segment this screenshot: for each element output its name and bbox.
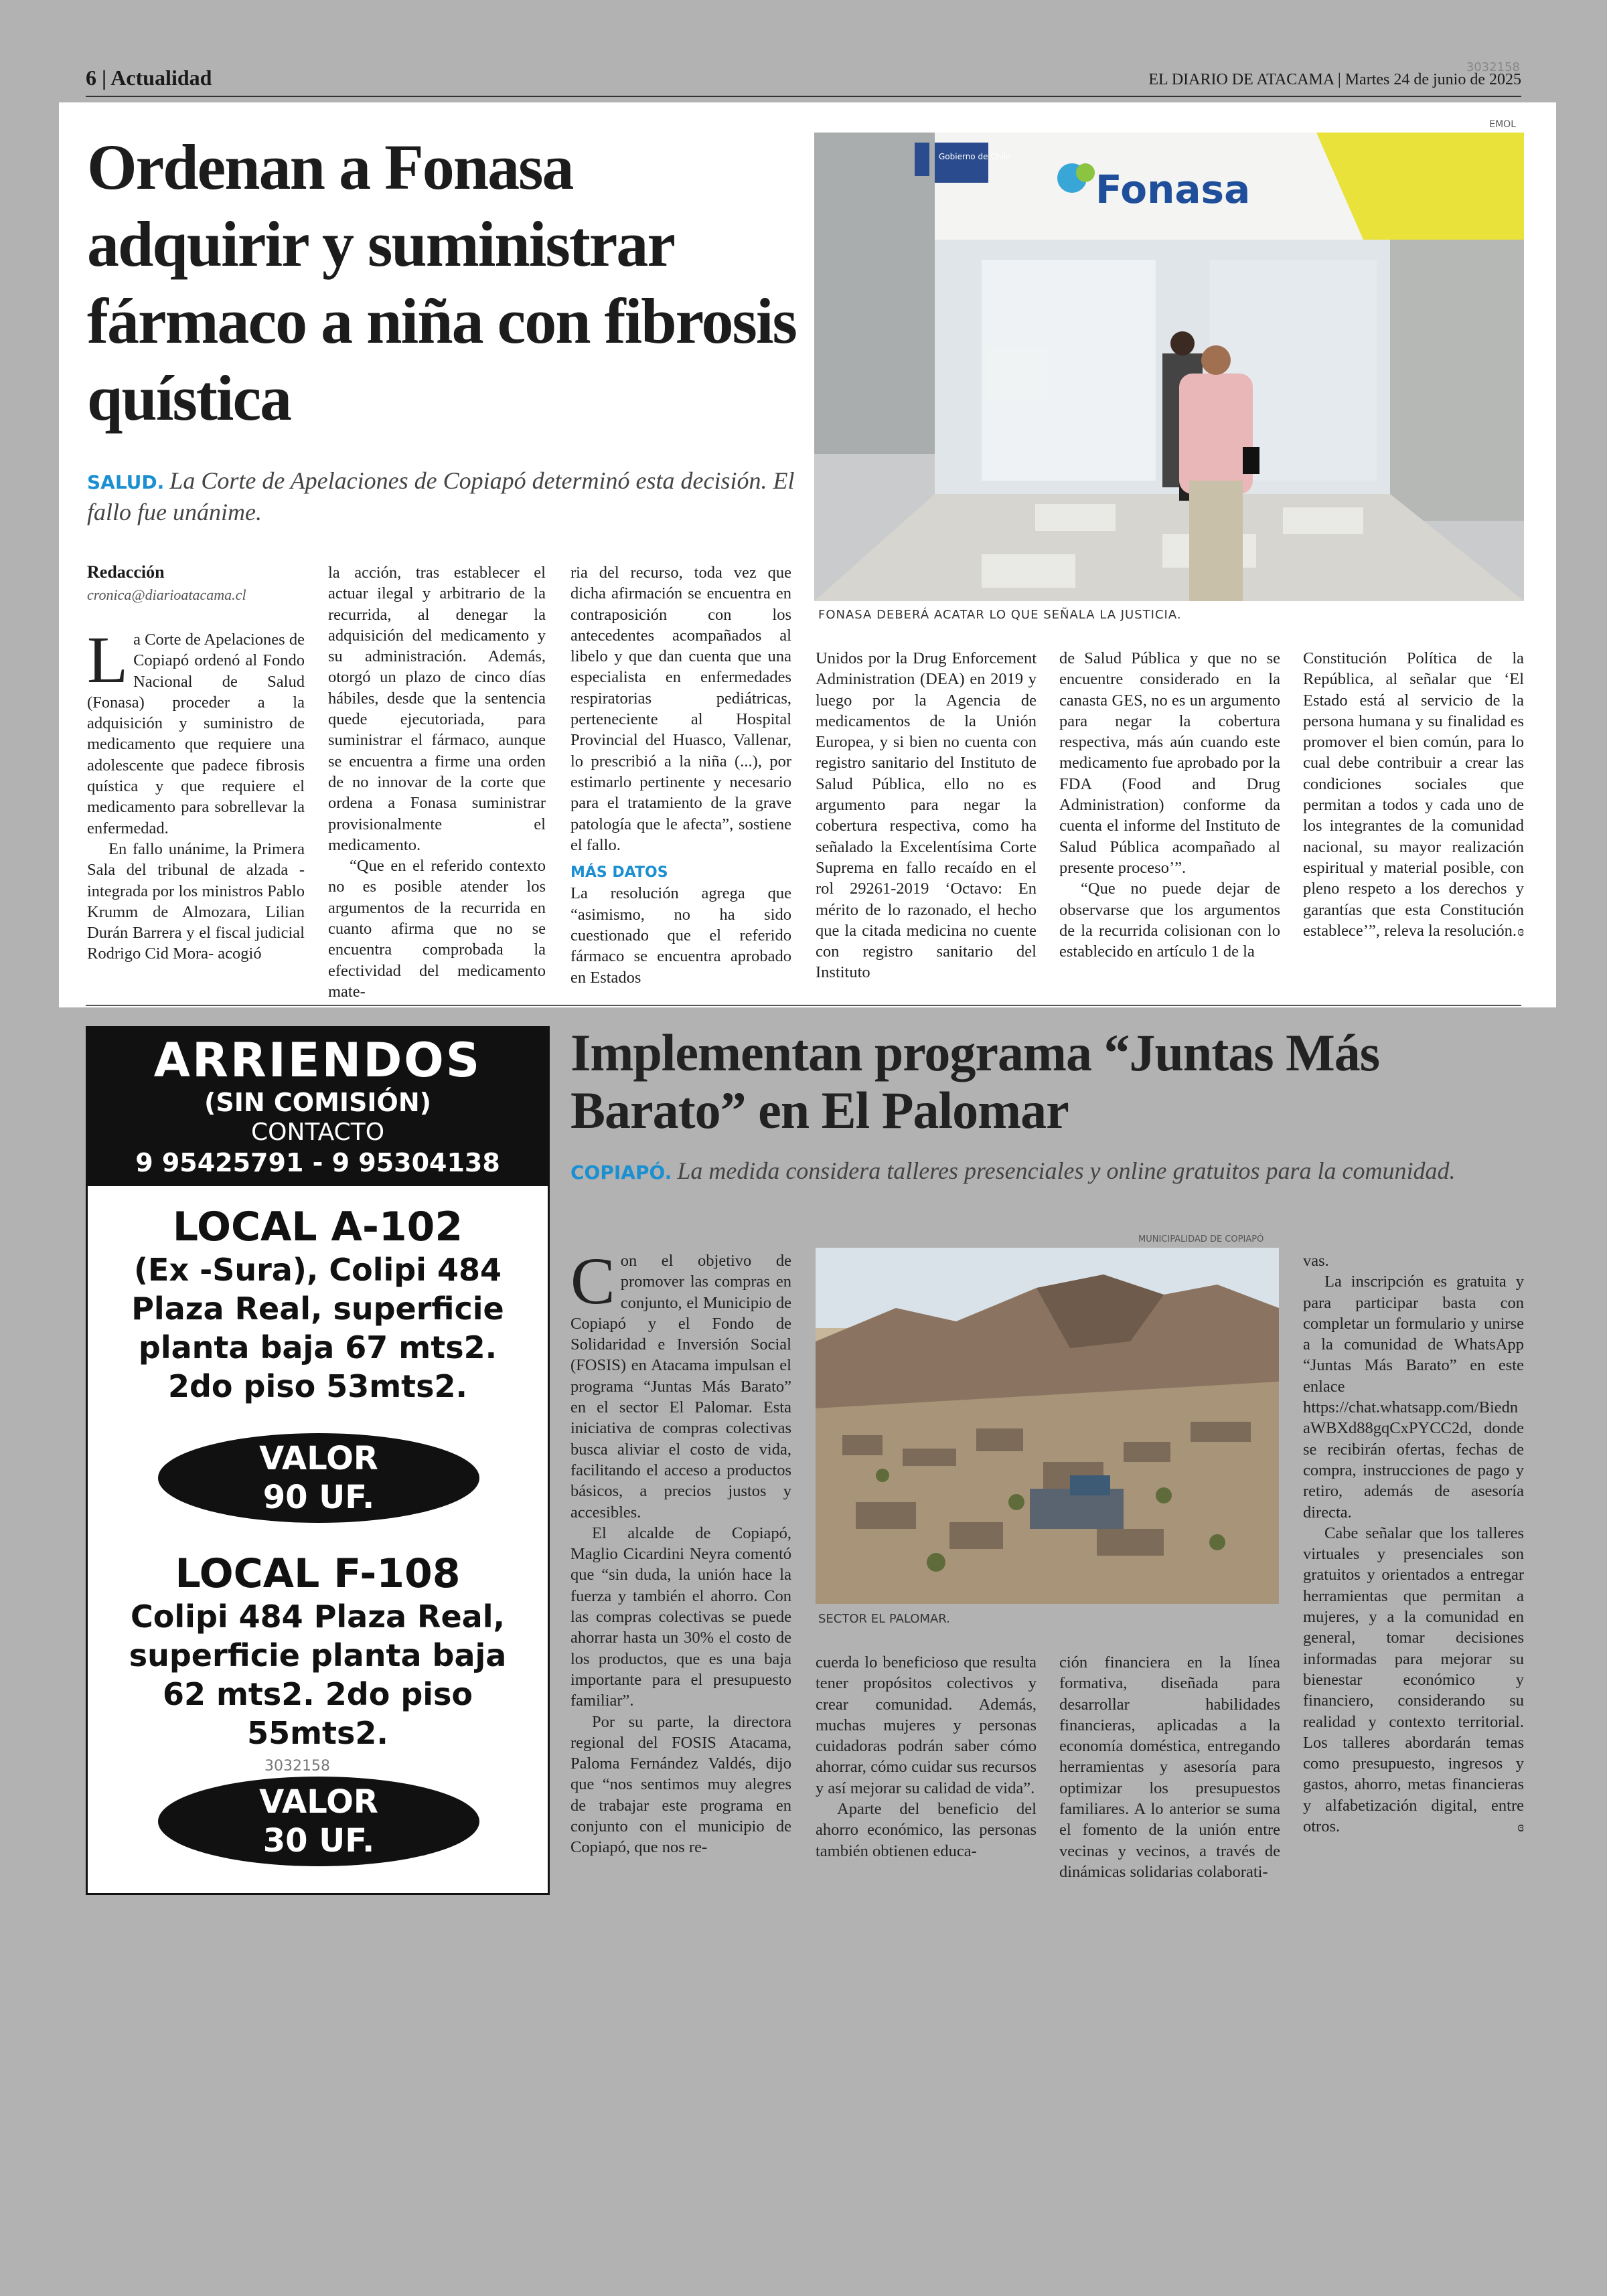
ad-price-label: VALOR [259, 1440, 378, 1477]
article2-column-4 [1303, 1250, 1524, 1900]
photo1-gov-text: Gobierno de Chile [939, 152, 1011, 161]
photo1-fonasa-sign: Fonasa [1095, 167, 1251, 212]
ad-price-badge [158, 1777, 479, 1866]
page-ref: 3032158 [1466, 60, 1520, 74]
article1-column-3 [570, 562, 791, 991]
paragraph: cuerda lo beneficioso que resulta tener propósitos colectivos y crear comunidad. Además, muchas mujeres y personas cuidadoras podrán saber cómo ahorrar, cómo cuidar sus recursos y así mejorar su calidad de vida”. [816, 1653, 1037, 1797]
ad-local2-line: 55mts2. [247, 1715, 388, 1751]
photo2-credit: MUNICIPALIDAD DE COPIAPÓ [1138, 1234, 1264, 1244]
newspaper-dateline: EL DIARIO DE ATACAMA | Martes 24 de junio de 2025 [1148, 71, 1521, 88]
ad-price-label: VALOR [259, 1783, 378, 1821]
paragraph: ción financiera en la línea formativa, diseñada para desarrollar habilidades financieras, aplicadas a la economía doméstica, entregando herramientas y asesoría para optimizar los presupuestos familiares. A lo anterior se suma el fomento de la unión entre vecinas y vecinos, a través de dinámicas solidarias colaborati- [1059, 1653, 1280, 1881]
article2-deck-text: La medida considera talleres presenciales y online gratuitos para la comunidad. [677, 1157, 1456, 1184]
photo1-caption: FONASA DEBERÁ ACATAR LO QUE SEÑALA LA JUSTICIA. [818, 608, 1182, 622]
header-rule [86, 96, 1521, 97]
paragraph: de Salud Pública y que no se encuentre considerado en la canasta GES, no es un argumento para negar la cobertura respectiva, más aún cuando este medicamento fue aprobado por la FDA (Food and Drug Administration) conforme da cuenta el informe del Instituto de Salud Pública acompañado al presente proceso’”. [1059, 649, 1280, 877]
article2-kicker: COPIAPÓ. [570, 1161, 672, 1183]
ad-price-value: 30 UF. [262, 1822, 375, 1860]
paragraph: vas. [1303, 1252, 1329, 1270]
paragraph: En fallo unánime, la Primera Sala del tribunal de alzada -integrada por los ministros Pablo Krumm de Almozara, Lilian Durán Barrera y el fiscal judicial Rodrigo Cid Mora- acogió [87, 839, 305, 963]
paragraph: on el objetivo de promover las compras en conjunto, el Municipio de Copiapó y el Fondo de Solidaridad e Inversión Social (FOSIS) en Atacama impulsan el programa “Juntas Más Barato” en el sector El Palomar. Esta iniciativa de compras colectivas busca aliviar el costo de vida, facilitando el acceso a productos básicos, a precios justos y accesibles. [570, 1252, 791, 1522]
article2-column-1 [570, 1244, 791, 1900]
end-mark-icon: ɞ [1517, 1818, 1524, 1835]
el-palomar-aerial-photo [816, 1248, 1279, 1604]
article2-deck [570, 1155, 1521, 1188]
article-divider [86, 1005, 1521, 1006]
ad-title: ARRIENDOS [153, 1033, 482, 1088]
article1-title: Ordenan a Fonasa adquirir y suministrar fármaco a niña con fibrosis quística [87, 131, 796, 434]
ad-ref: 3032158 [264, 1758, 330, 1775]
paragraph: El alcalde de Copiapó, Maglio Cicardini Neyra comentó que “sin duda, la unión hace la fuerza y también el ahorro. Con las compras colectivas se puede ahorrar hasta un 30% el costo de los productos, que es una baja importante para el presupuesto familiar”. [570, 1524, 791, 1710]
article1-column-6 [1303, 648, 1524, 991]
ad-local1-line: planta baja 67 mts2. [138, 1329, 498, 1366]
dropcap: C [570, 1244, 615, 1318]
ad-local2-line: superficie planta baja [129, 1637, 507, 1673]
ad-price-badge [158, 1433, 479, 1523]
paragraph: ria del recurso, toda vez que dicha afirmación se encuentra en contraposición con los antecedentes acompañados al libelo y que dan cuenta que una especialista en enfermedades respiratorias pediátricas, perteneciente al Hospital Provincial del Huasco, Vallenar, lo prescribió a la niña (...), por estimarlo pertinente y necesario para el tratamiento de la grave patología que le afecta”, sostiene el fallo. [570, 564, 791, 854]
paragraph: La resolución agrega que “asimismo, no ha sido cuestionado que el referido fármaco se encuentra aprobado en Estados [570, 884, 791, 987]
article1-column-5 [1059, 648, 1280, 991]
photo1-credit: EMOL [1489, 119, 1516, 130]
paragraph: “Que en el referido contexto no es posible atender los argumentos de la recurrida en cuanto afirma que no se encuentra comprobada la efectividad del medicamento mate- [328, 857, 546, 1001]
article1-column-2 [328, 562, 546, 1001]
end-mark-icon: ɞ [1517, 922, 1524, 939]
article1-column-1 [87, 623, 305, 991]
paragraph-text: Cabe señalar que los talleres virtuales y presenciales son gratuitos y orientados a entregar herramientas que permitan a mujeres, y a la comunidad en general, tomar decisiones informadas para mejorar su bienestar económico y financiero, considerando su realidad y contexto territorial. Los talleres abordarán temas como presupuesto, ingresos y gastos, ahorro, metas financieras y alfabetización digital, entre otros. [1303, 1524, 1524, 1836]
ad-header [88, 1028, 548, 1186]
ad-local1-line: Plaza Real, superficie [131, 1291, 504, 1327]
paragraph: La inscripción es gratuita y para participar basta con completar un formulario y unirse a la comunidad de WhatsApp “Juntas Más Barato” en este enlace https://chat.whatsapp.com/BiednaWBXd88gqCxPYCC2d, donde se recibirán ofertas, fechas de compra, instrucciones de pago y retiro, además de asesoría directa. [1303, 1273, 1524, 1522]
ad-subtitle: (SIN COMISIÓN) [204, 1088, 432, 1117]
ad-local1-line: (Ex -Sura), Colipi 484 [134, 1252, 502, 1288]
ad-phones: 9 95425791 - 9 95304138 [135, 1148, 500, 1177]
article1-kicker: SALUD. [87, 471, 165, 493]
subhead: MÁS DATOS [570, 864, 668, 882]
ad-local1-title: LOCAL A-102 [172, 1204, 463, 1250]
fonasa-office-photo [814, 133, 1524, 601]
ad-contact-label: CONTACTO [250, 1119, 385, 1146]
section-header: 6 | Actualidad [86, 66, 212, 90]
paragraph: a Corte de Apelaciones de Copiapó ordenó al Fondo Nacional de Salud (Fonasa) proceder a la adquisición y suministro de medicamento que requiere una adolescente que padece fibrosis quística y que requiere el medicamento para sobrellevar la enfermedad. [87, 631, 305, 837]
ad-price-value: 90 UF. [262, 1479, 375, 1516]
article1-deck-text: La Corte de Apelaciones de Copiapó determinó esta decisión. El fallo fue unánime. [87, 467, 795, 525]
paragraph [1303, 1523, 1524, 1837]
paragraph [1303, 648, 1524, 941]
article1-column-4 [816, 648, 1037, 991]
dropcap: L [87, 623, 129, 697]
article1-deck [87, 466, 797, 527]
byline: Redacción [87, 562, 165, 582]
ad-local2-title: LOCAL F-108 [175, 1550, 461, 1597]
article2-column-2 [816, 1652, 1037, 1900]
paragraph: Por su parte, la directora regional del FOSIS Atacama, Paloma Fernández Valdés, dijo que “nos sentimos muy alegres de trabajar este programa en conjunto con el municipio de Copiapó, que nos re- [570, 1712, 791, 1857]
photo2-caption: SECTOR EL PALOMAR. [818, 1612, 950, 1626]
paragraph: “Que no puede dejar de observarse que los argumentos de la recurrida colisionan con lo establecido en artículo 1 de la [1059, 880, 1280, 961]
byline-email: cronica@diarioatacama.cl [87, 586, 246, 603]
paragraph-text: Constitución Política de la República, al señalar que ‘El Estado está al servicio de la persona humana y su finalidad es promover el bien común, para lo cual debe contribuir a crear las condiciones sociales que permitan a todos y cada uno de los integrantes de la comunidad nacional, su mayor realización espiritual y material posible, con pleno respeto a los derechos y garantías que esta Constitución establece’”, releva la resolución. [1303, 649, 1524, 940]
paragraph: Aparte del beneficio del ahorro económico, las personas también obtienen educa- [816, 1800, 1037, 1860]
article2-title: Implementan programa “Juntas Más Barato” en El Palomar [570, 1023, 1380, 1139]
ad-local1-line: 2do piso 53mts2. [167, 1368, 468, 1404]
article2-column-3 [1059, 1652, 1280, 1900]
paragraph: Unidos por la Drug Enforcement Administration (DEA) en 2019 y luego por la Agencia de medicamentos de la Unión Europea, y si bien no cuenta con registro sanitario del Instituto de Salud Pública, ello no es argumento para negar la cobertura respectiva, como ha señalado la Excelentísima Corte Suprema en fallo recaído en el rol 29261-2019 ‘Octavo: En mérito de lo razonado, el hecho que la citada medicina no cuente con registro sanitario del Instituto [816, 649, 1037, 982]
paragraph: la acción, tras establecer el actuar ilegal y arbitrario de la recurrida, al denegar la adquisición del medicamento y su administración. Además, otorgó un plazo de cinco días hábiles, desde que la sentencia quede ejecutoriada, para suministrar el fármaco, aunque se encuentra a firme una orden de no innovar de la corte que ordena a Fonasa suministrar provisionalmente el medicamento. [328, 564, 546, 854]
ad-local2-line: Colipi 484 Plaza Real, [131, 1598, 505, 1635]
ad-local2-line: 62 mts2. 2do piso [162, 1676, 473, 1712]
